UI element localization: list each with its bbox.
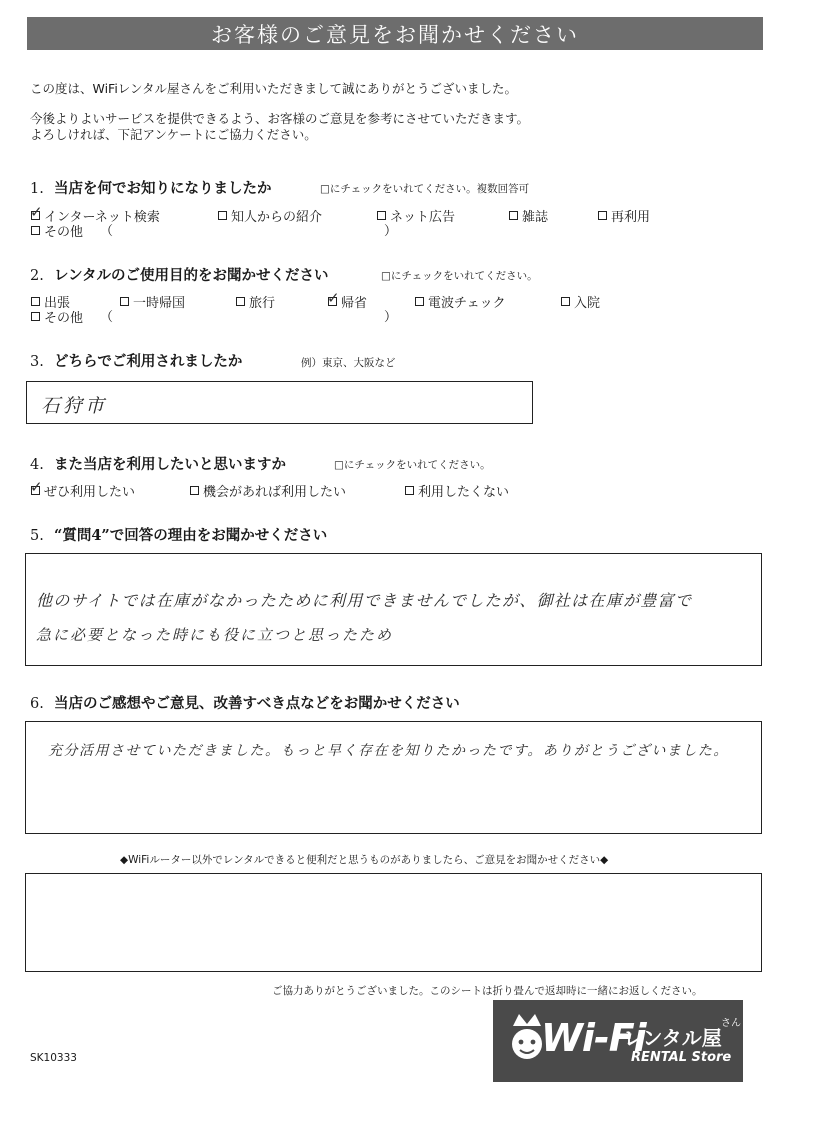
- q5-number: 5.: [30, 528, 44, 544]
- q3-answer-field[interactable]: [26, 381, 533, 424]
- q4-title: [30, 453, 286, 474]
- q6-title: [30, 692, 460, 713]
- checkbox[interactable]: [415, 297, 424, 306]
- checkbox[interactable]: [405, 486, 414, 495]
- q2-option-temporary-return[interactable]: [120, 292, 185, 311]
- option-label: 入院: [574, 296, 601, 311]
- option-label: 再利用: [611, 210, 651, 225]
- q6-number: 6.: [30, 696, 44, 712]
- checkbox[interactable]: [598, 211, 607, 220]
- option-label: 電波チェック: [428, 296, 506, 311]
- q6-title-text: 当店のご感想やご意見、改善すべき点などをお聞かせください: [54, 695, 460, 712]
- q1-option-magazine[interactable]: [509, 206, 548, 225]
- check-mark-icon: ✓: [30, 203, 43, 221]
- q2-option-travel[interactable]: [236, 292, 275, 311]
- q2-other-open-paren: （: [100, 310, 114, 325]
- checkbox[interactable]: [509, 211, 518, 220]
- q2-title: [30, 264, 329, 285]
- option-label: 利用したくない: [418, 485, 510, 500]
- q1-option-referral[interactable]: [218, 206, 322, 225]
- q4-option-definitely[interactable]: [30, 478, 136, 500]
- q4-note: □にチェックをいれてください。: [334, 459, 491, 471]
- q2-option-homecoming[interactable]: [327, 289, 368, 311]
- checkbox[interactable]: [218, 211, 227, 220]
- q3-number: 3.: [30, 354, 44, 370]
- option-label: その他: [44, 311, 84, 326]
- q3-note: 例）東京、大阪など: [301, 357, 396, 369]
- intro-line-1: この度は、WiFiレンタル屋さんをご利用いただきまして誠にありがとうございました。: [30, 81, 518, 96]
- checkbox[interactable]: [377, 211, 386, 220]
- q2-note: □にチェックをいれてください。: [381, 270, 538, 282]
- q1-other-open-paren: （: [100, 224, 114, 239]
- page-title: お客様のご意見をお聞かせください: [27, 17, 763, 50]
- option-label: インターネット検索: [44, 210, 160, 225]
- q2-number: 2.: [30, 268, 44, 284]
- check-mark-icon: ✓: [30, 478, 43, 496]
- extra-answer-field[interactable]: [25, 873, 762, 972]
- q1-number: 1.: [30, 181, 44, 197]
- q3-title-text: どちらでご利用されましたか: [54, 353, 243, 370]
- q1-other-close-paren: ）: [384, 224, 398, 239]
- q6-answer-text: 充分活用させていただきました。もっと早く存在を知りたかったです。ありがとうございました。: [48, 743, 729, 759]
- q2-option-signal-check[interactable]: [415, 292, 506, 311]
- option-label: その他: [44, 225, 84, 240]
- option-label: 出張: [44, 296, 71, 311]
- q5-answer-line-2: 急に必要となった時にも役に立つと思ったため: [36, 626, 394, 644]
- option-label: 一時帰国: [133, 296, 186, 311]
- option-label: ぜひ利用したい: [44, 485, 136, 500]
- q2-title-text: レンタルのご使用目的をお聞かせください: [54, 267, 329, 284]
- checkbox[interactable]: [31, 312, 40, 321]
- checkbox[interactable]: [561, 297, 570, 306]
- form-code: SK10333: [30, 1052, 77, 1064]
- extra-question-title: ◆WiFiルーター以外でレンタルできると便利だと思うものがありましたら、ご意見をお聞かせください◆: [120, 854, 609, 866]
- q4-option-no[interactable]: [405, 481, 509, 500]
- option-label: 旅行: [249, 296, 276, 311]
- thanks-note: ご協力ありがとうございました。このシートは折り畳んで返却時に一緒にお返しください。: [272, 985, 703, 997]
- check-mark-icon: ✓: [327, 289, 340, 307]
- q6-answer-field[interactable]: [25, 721, 762, 834]
- checkbox[interactable]: [30, 478, 43, 496]
- checkbox[interactable]: [327, 289, 340, 307]
- checkbox[interactable]: [31, 226, 40, 235]
- logo-english-text: RENTAL Store: [631, 1050, 732, 1065]
- q1-title: [30, 177, 272, 198]
- q2-option-other[interactable]: [31, 307, 83, 326]
- q5-answer-line-1: 他のサイトでは在庫がなかったために利用できませんでしたが、御社は在庫が豊富で: [36, 591, 693, 610]
- option-label: 機会があれば利用したい: [203, 485, 347, 500]
- checkbox[interactable]: [236, 297, 245, 306]
- checkbox[interactable]: [120, 297, 129, 306]
- q4-option-if-chance[interactable]: [190, 481, 346, 500]
- logo-san-text: さん: [721, 1018, 741, 1029]
- logo-wifi-text: Wi-Fi: [541, 1016, 646, 1060]
- option-label: 雑誌: [522, 210, 549, 225]
- q2-option-hospital[interactable]: [561, 292, 600, 311]
- logo-japanese-text: レンタル屋: [623, 1026, 722, 1050]
- option-label: 帰省: [341, 296, 368, 311]
- checkbox[interactable]: [31, 297, 40, 306]
- option-label: 知人からの紹介: [231, 210, 323, 225]
- q5-title: [30, 524, 327, 545]
- q1-title-text: 当店を何でお知りになりましたか: [54, 180, 272, 197]
- wifi-rental-store-logo: [493, 1000, 743, 1082]
- q1-note: □にチェックをいれてください。複数回答可: [320, 183, 530, 195]
- q4-number: 4.: [30, 457, 44, 473]
- q3-answer-text: 石狩市: [41, 395, 108, 417]
- q4-title-text: また当店を利用したいと思いますか: [54, 456, 286, 473]
- q1-option-other[interactable]: [31, 221, 83, 240]
- q1-option-reuse[interactable]: [598, 206, 650, 225]
- q5-answer-field[interactable]: [25, 553, 762, 666]
- option-label: ネット広告: [390, 210, 456, 225]
- intro-line-2: 今後よりよいサービスを提供できるよう、お客様のご意見を参考にさせていただきます。: [30, 111, 530, 126]
- q5-title-text: “質問4”で回答の理由をお聞かせください: [54, 527, 328, 544]
- intro-line-3: よろしければ、下記アンケートにご協力ください。: [30, 127, 317, 142]
- checkbox[interactable]: [190, 486, 199, 495]
- q3-title: [30, 350, 242, 371]
- checkbox[interactable]: [30, 203, 43, 221]
- q2-other-close-paren: ）: [384, 310, 398, 325]
